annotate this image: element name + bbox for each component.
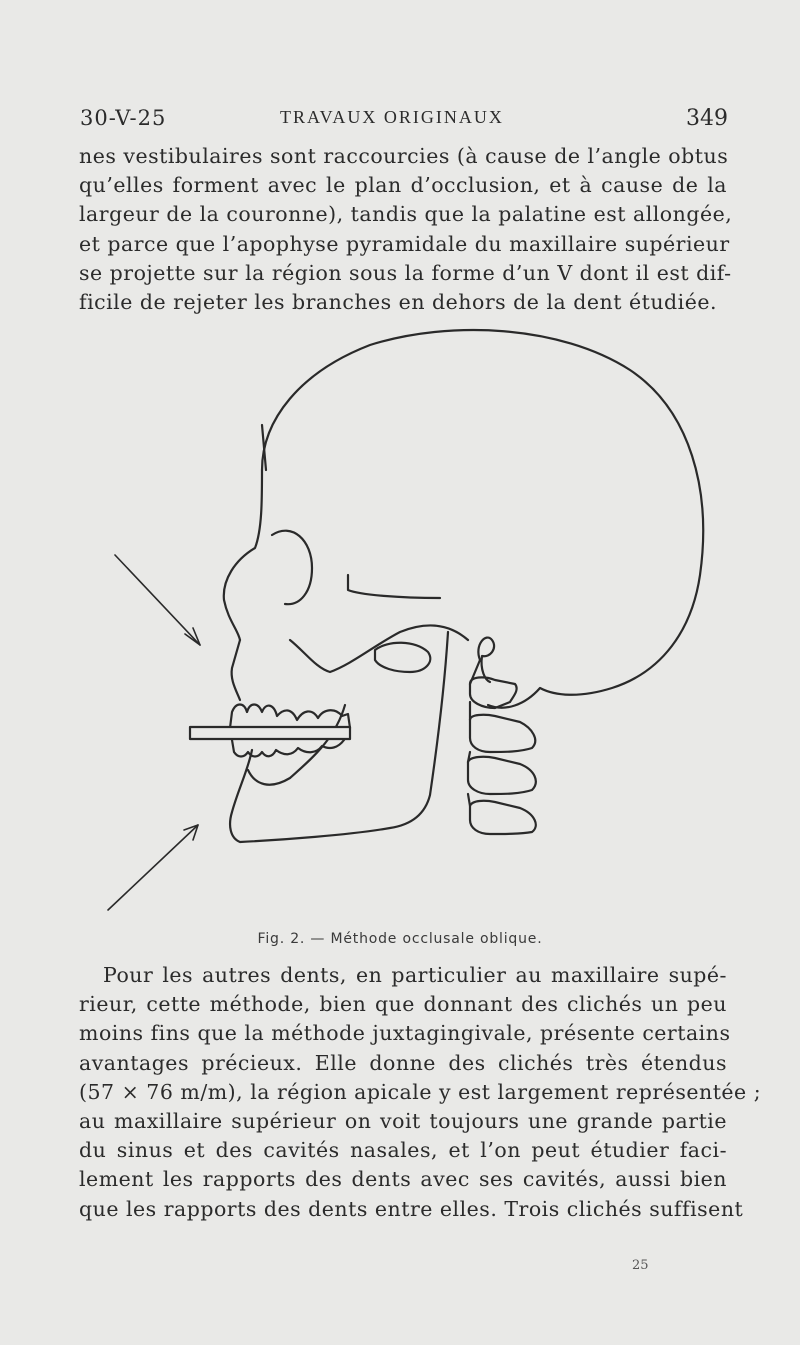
text-line: rieur, cette méthode, bien que donnant des clichés un peu (79, 992, 727, 1017)
text-line: se projette sur la région sous la forme d’un V dont il est dif- (79, 260, 732, 285)
occlusal-film (190, 727, 350, 739)
text-line: et parce que l’apophyse pyramidale du maxillaire supérieur (79, 231, 730, 256)
upper-arrow (115, 555, 200, 645)
paragraph-top (79, 142, 733, 317)
paragraph-bottom (79, 961, 762, 1224)
text-line: du sinus et des cavités nasales, et l’on peut étudier faci- (79, 1138, 727, 1163)
nose-outline (232, 640, 240, 700)
vertebra-3 (468, 757, 536, 794)
running-header (80, 98, 728, 134)
text-line: que les rapports des dents entre elles. Trois clichés suffisent (79, 1196, 744, 1221)
cheekbone-line (348, 575, 440, 598)
orbit-outline (272, 531, 312, 604)
cranium-outline (262, 330, 703, 708)
forehead-outline (224, 470, 262, 640)
text-line: (57 × 76 m/m), la région apicale y est largement représentée ; (79, 1079, 762, 1104)
text-line: au maxillaire supérieur on voit toujours une grande partie (79, 1109, 727, 1134)
text-line: qu’elles forment avec le plan d’occlusion, et à cause de la (79, 173, 727, 198)
upper-teeth (230, 705, 350, 729)
text-line: moins fins que la méthode juxtagingivale, présente certains (79, 1021, 731, 1046)
header-date: 30-V-25 (80, 106, 167, 130)
lower-teeth (232, 740, 344, 757)
vertebra-1 (470, 677, 517, 708)
figure-caption: Fig. 2. — Méthode occlusale oblique. (257, 931, 543, 947)
skull-diagram (100, 320, 720, 925)
text-line: lement les rapports des dents avec ses cavités, aussi bien (79, 1167, 727, 1192)
text-line: nes vestibulaires sont raccourcies (à cause de l’angle obtus (79, 144, 729, 168)
text-line: ficile de rejeter les branches en dehors de la dent étudiée. (79, 290, 717, 315)
text-line: avantages précieux. Elle donne des clichés très étendus (79, 1050, 727, 1075)
vertebra-2 (470, 715, 535, 752)
header-title: TRAVAUX ORIGINAUX (280, 107, 504, 127)
page-number: 349 (686, 106, 728, 131)
text-line: Pour les autres dents, en particulier au maxillaire supé- (103, 963, 727, 987)
vertebra-4 (470, 801, 536, 834)
text-line: largeur de la couronne), tandis que la palatine est allongée, (79, 202, 733, 227)
condyle (375, 643, 430, 672)
signature-mark: 25 (632, 1258, 649, 1273)
lower-arrow (108, 825, 198, 910)
